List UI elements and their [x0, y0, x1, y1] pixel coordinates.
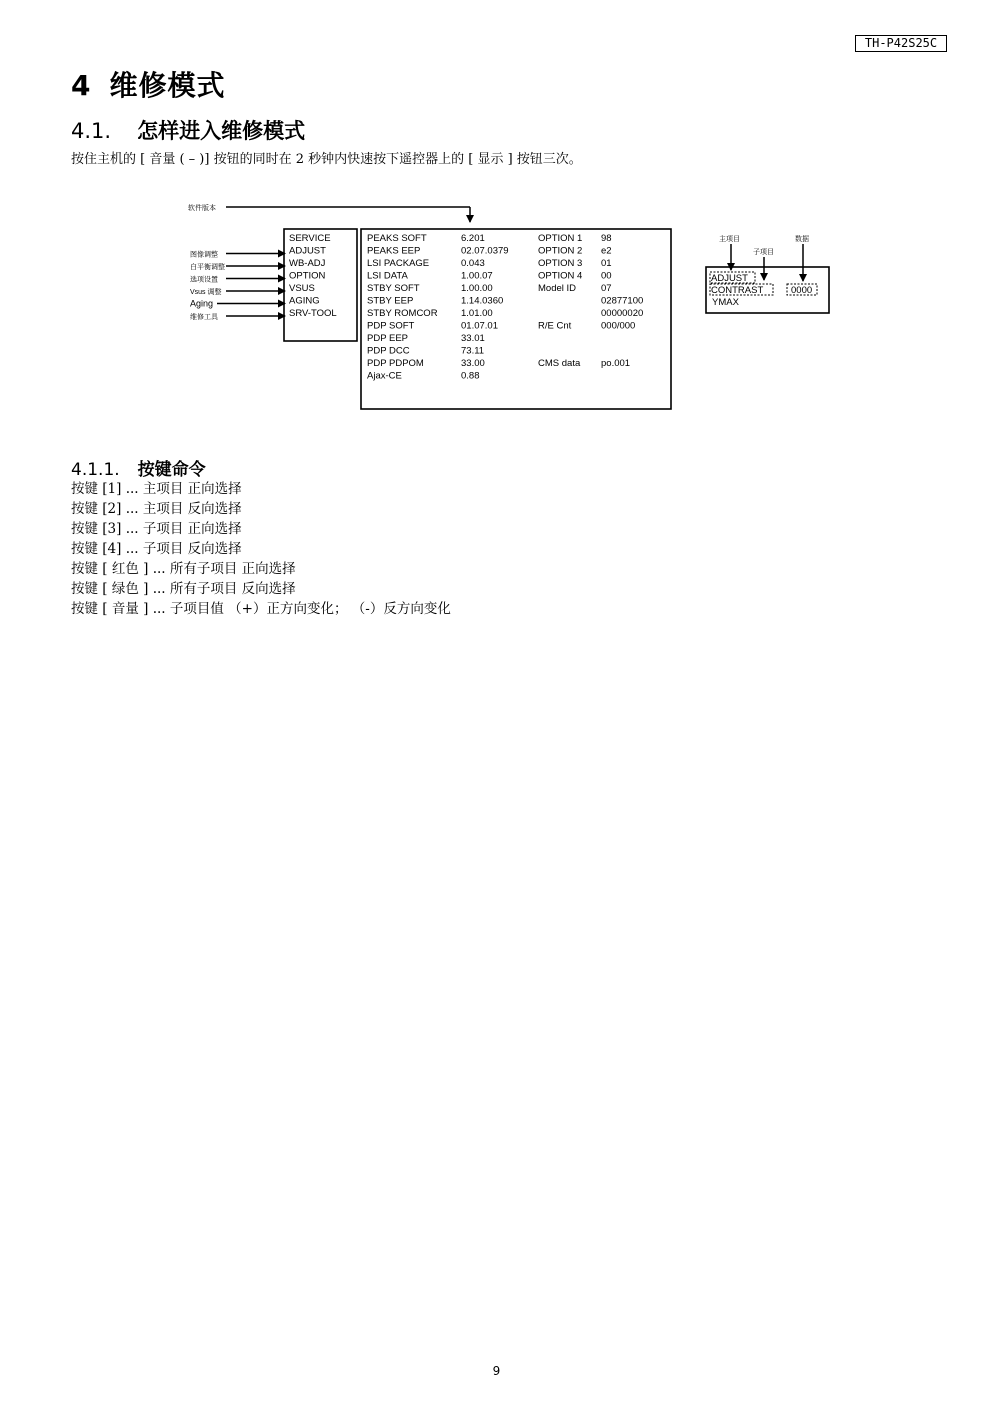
- info-cell: 98: [601, 233, 612, 244]
- subsection-title: 怎样进入维修模式: [137, 119, 306, 143]
- info-cell: PDP DCC: [367, 345, 410, 357]
- data-label: 数据: [795, 236, 809, 243]
- sub-item-value: CONTRAST: [711, 285, 764, 296]
- info-cell: OPTION 4: [538, 270, 583, 282]
- key-command-item: 按键 [4] ... 子项目 反向选择: [71, 541, 242, 557]
- info-cell: 0.88: [461, 370, 480, 382]
- info-cell: 02.07.0379: [461, 245, 509, 257]
- info-cell: 1.00.07: [461, 270, 493, 282]
- info-cell: 1.00.00: [461, 283, 493, 294]
- menu-item: AGING: [289, 295, 320, 307]
- info-cell: PDP SOFT: [367, 320, 415, 332]
- key-command-item: 按键 [3] ... 子项目 正向选择: [71, 521, 242, 537]
- info-cell: OPTION 2: [538, 245, 583, 257]
- menu-function-label: Vsus 调整: [190, 289, 222, 296]
- info-cell: Ajax-CE: [367, 370, 402, 382]
- software-version-label: 软件版本: [188, 205, 216, 212]
- next-item-value: YMAX: [712, 297, 739, 308]
- info-cell: PDP EEP: [367, 333, 409, 344]
- info-cell: 00000020: [601, 308, 644, 319]
- info-cell: STBY EEP: [367, 295, 414, 307]
- menu-item: WB-ADJ: [289, 258, 326, 269]
- info-cell: LSI PACKAGE: [367, 258, 430, 269]
- menu-function-label: 白平衡调整: [190, 264, 225, 271]
- info-cell: STBY ROMCOR: [367, 308, 438, 319]
- info-cell: OPTION 3: [538, 258, 583, 269]
- service-mode-diagram: [0, 0, 993, 420]
- info-cell: 6.201: [461, 233, 485, 244]
- info-cell: Model ID: [538, 283, 577, 294]
- model-number: TH-P42S25C: [864, 36, 938, 50]
- menu-item: OPTION: [289, 270, 326, 282]
- info-cell: e2: [601, 245, 612, 257]
- info-cell: 000/000: [601, 320, 636, 332]
- info-cell: 01: [601, 258, 612, 269]
- subsubsection-heading: [71, 455, 206, 480]
- subsubsection-number: 4.1.1.: [71, 460, 120, 480]
- info-cell: PEAKS EEP: [367, 245, 421, 257]
- info-cell: 1.14.0360: [461, 295, 504, 307]
- sub-item-label: 子项目: [753, 249, 774, 256]
- intro-paragraph: 按住主机的 [ 音量 ( – )] 按钮的同时在 2 秒钟内快速按下遥控器上的 [ 显示 ] 按钮三次。: [71, 152, 582, 167]
- section-number: 4: [71, 69, 92, 102]
- info-cell: 0.043: [461, 258, 485, 269]
- subsubsection-title: 按键命令: [137, 460, 206, 480]
- subsection-number: 4.1.: [71, 119, 112, 143]
- key-command-item: 按键 [ 音量 ] ... 子项目值 （+）正方向变化； （-）反方向变化: [71, 601, 451, 617]
- menu-function-label: Aging: [190, 298, 214, 309]
- key-command-list: [71, 479, 451, 619]
- info-cell: 01.07.01: [461, 320, 498, 332]
- menu-item: SERVICE: [289, 233, 331, 244]
- page-number: 9: [492, 1364, 501, 1378]
- main-item-label: 主项目: [719, 236, 740, 243]
- info-cell: 73.11: [461, 345, 485, 357]
- key-command-item: 按键 [2] ... 主项目 反向选择: [71, 501, 242, 517]
- info-cell: PDP PDPOM: [367, 358, 424, 369]
- info-cell: 1.01.00: [461, 308, 493, 319]
- data-value: 0000: [791, 285, 813, 296]
- info-cell: LSI DATA: [367, 270, 408, 282]
- info-cell: 33.00: [461, 358, 485, 369]
- info-cell: 02877100: [601, 295, 644, 307]
- menu-item: SRV-TOOL: [289, 308, 337, 319]
- main-item-value: ADJUST: [711, 273, 748, 284]
- key-command-item: 按键 [1] ... 主项目 正向选择: [71, 481, 242, 497]
- info-cell: PEAKS SOFT: [367, 233, 427, 244]
- info-cell: 07: [601, 283, 612, 294]
- info-cell: 33.01: [461, 333, 485, 344]
- menu-item: VSUS: [289, 283, 315, 294]
- section-title: 维修模式: [109, 69, 226, 102]
- key-command-item: 按键 [ 绿色 ] ... 所有子项目 反向选择: [71, 581, 296, 597]
- info-cell: R/E Cnt: [538, 320, 572, 332]
- info-cell: 00: [601, 270, 612, 282]
- info-cell: CMS data: [538, 358, 581, 369]
- menu-function-label: 维修工具: [190, 314, 218, 321]
- info-cell: STBY SOFT: [367, 283, 420, 294]
- menu-function-label: 选项设置: [190, 276, 218, 284]
- info-cell: po.001: [601, 358, 631, 369]
- menu-function-label: 图像调整: [190, 251, 218, 259]
- menu-item: ADJUST: [289, 245, 326, 257]
- info-cell: OPTION 1: [538, 233, 583, 244]
- key-command-item: 按键 [ 红色 ] ... 所有子项目 正向选择: [71, 561, 296, 577]
